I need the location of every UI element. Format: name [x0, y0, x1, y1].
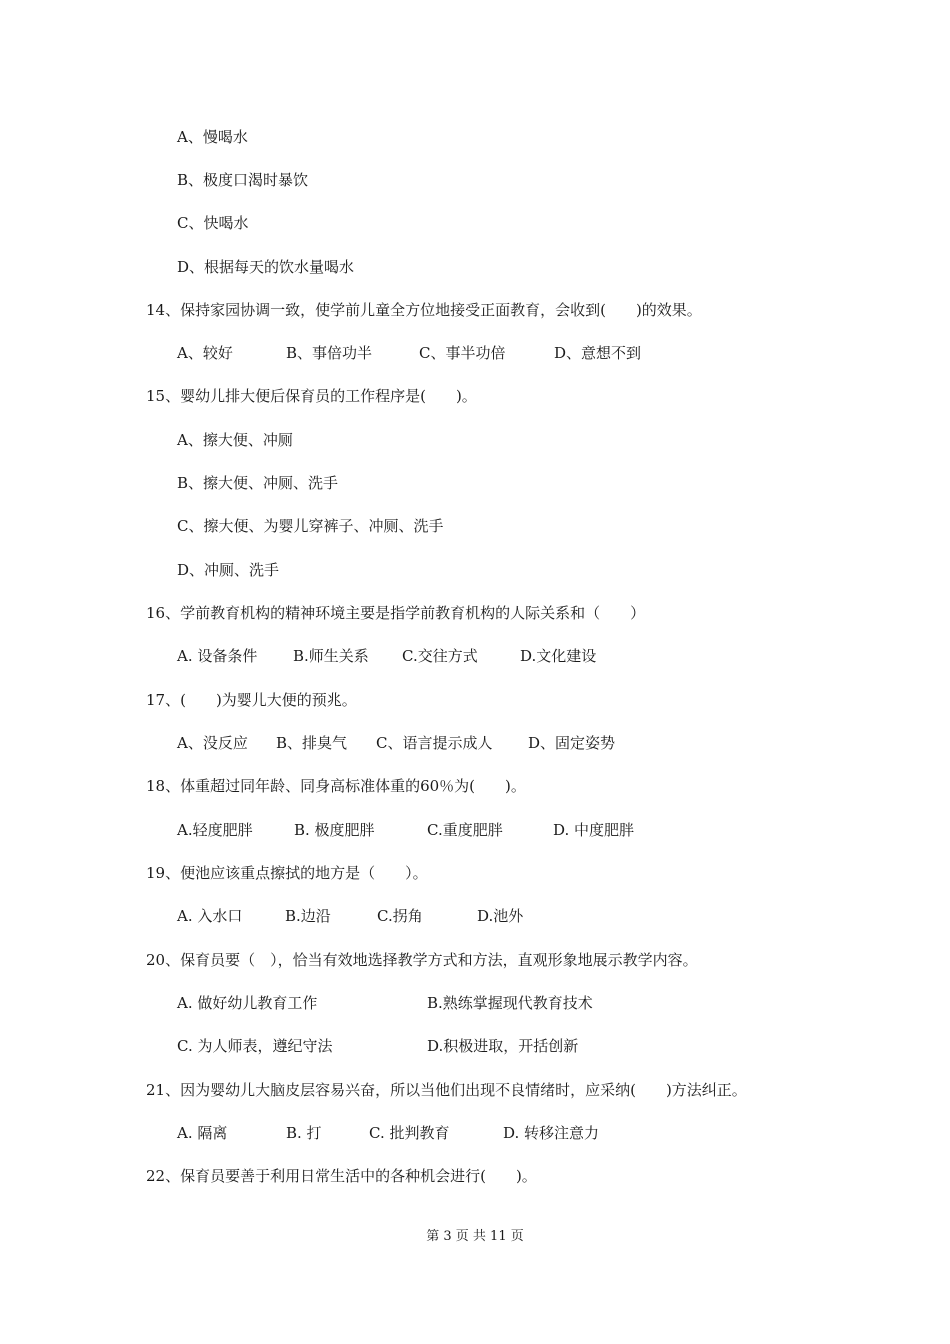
question-18: 18、体重超过同年龄、同身高标准体重的60％为( )。 — [146, 777, 526, 795]
q17-option-a: A、没反应 — [177, 734, 248, 752]
q18-option-a: A.轻度肥胖 — [177, 821, 253, 839]
q18-option-b: B. 极度肥胖 — [294, 821, 375, 839]
q19-option-a: A. 入水口 — [177, 907, 243, 925]
q21-option-a: A. 隔离 — [177, 1124, 228, 1142]
q21-option-c: C. 批判教育 — [369, 1124, 450, 1142]
q18-option-c: C.重度肥胖 — [427, 821, 503, 839]
q17-option-c: C、语言提示成人 — [376, 734, 493, 752]
page-number-footer: 第 3 页 共 11 页 — [426, 1229, 524, 1244]
q17-option-b: B、排臭气 — [276, 734, 348, 752]
q14-option-d: D、意想不到 — [554, 344, 642, 362]
q13-option-a: A、慢喝水 — [177, 128, 248, 146]
q21-option-b: B. 打 — [286, 1124, 322, 1142]
q15-option-a: A、擦大便、冲厕 — [177, 431, 293, 449]
question-22: 22、保育员要善于利用日常生活中的各种机会进行( )。 — [146, 1167, 537, 1185]
q17-option-d: D、固定姿势 — [528, 734, 616, 752]
q14-option-b: B、事倍功半 — [286, 344, 373, 362]
q20-option-d: D.积极进取，开括创新 — [427, 1037, 579, 1055]
q13-option-d: D、根据每天的饮水量喝水 — [177, 258, 355, 276]
q13-option-b: B、极度口渴时暴饮 — [177, 171, 309, 189]
q15-option-c: C、擦大便、为婴儿穿裤子、冲厕、洗手 — [177, 517, 444, 535]
q15-option-d: D、冲厕、洗手 — [177, 561, 280, 579]
q16-option-c: C.交往方式 — [402, 647, 478, 665]
question-21: 21、因为婴幼儿大脑皮层容易兴奋，所以当他们出现不良情绪时，应采纳( )方法纠正。 — [146, 1081, 747, 1099]
q18-option-d: D. 中度肥胖 — [553, 821, 635, 839]
q16-option-a: A. 设备条件 — [177, 647, 258, 665]
q20-option-a: A. 做好幼儿教育工作 — [177, 994, 318, 1012]
q21-option-d: D. 转移注意力 — [503, 1124, 600, 1142]
question-16: 16、学前教育机构的精神环境主要是指学前教育机构的人际关系和（ ） — [146, 604, 646, 622]
q14-option-a: A、较好 — [177, 344, 233, 362]
q13-option-c: C、快喝水 — [177, 214, 249, 232]
q15-option-b: B、擦大便、冲厕、洗手 — [177, 474, 339, 492]
question-20: 20、保育员要（ ），恰当有效地选择教学方式和方法，直观形象地展示教学内容。 — [146, 951, 698, 969]
q16-option-d: D.文化建设 — [520, 647, 597, 665]
question-15: 15、婴幼儿排大便后保育员的工作程序是( )。 — [146, 387, 477, 405]
q20-option-b: B.熟练掌握现代教育技术 — [427, 994, 593, 1012]
q14-option-c: C、事半功倍 — [419, 344, 506, 362]
question-19: 19、便池应该重点擦拭的地方是（ ）。 — [146, 864, 428, 882]
q19-option-b: B.边沿 — [285, 907, 331, 925]
question-14: 14、保持家园协调一致，使学前儿童全方位地接受正面教育，会收到( )的效果。 — [146, 301, 702, 319]
q16-option-b: B.师生关系 — [293, 647, 369, 665]
q19-option-c: C.拐角 — [377, 907, 423, 925]
q19-option-d: D.池外 — [477, 907, 524, 925]
q20-option-c: C. 为人师表，遵纪守法 — [177, 1037, 333, 1055]
question-17: 17、( )为婴儿大便的预兆。 — [146, 691, 357, 709]
